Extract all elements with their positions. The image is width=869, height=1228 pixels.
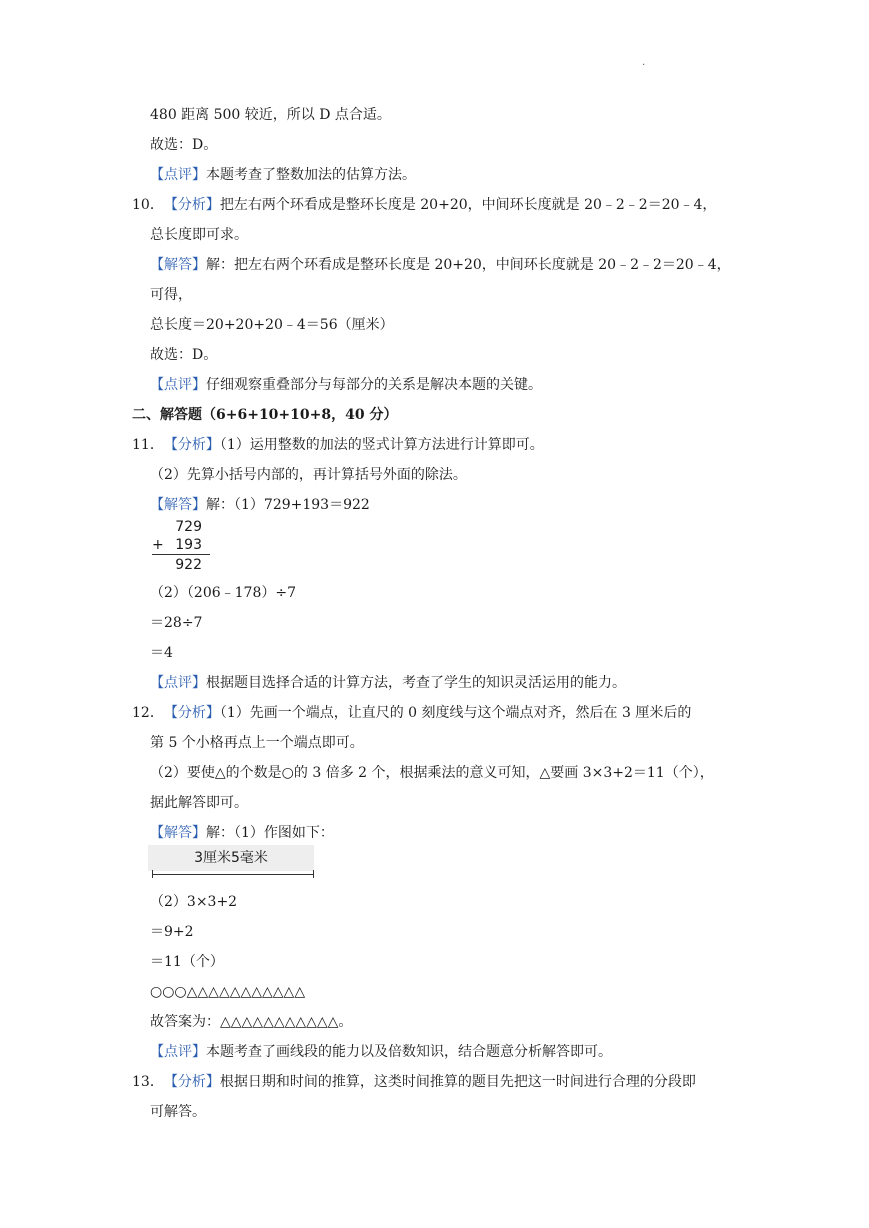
comment-line: [150, 673, 626, 693]
comment-line: [150, 375, 542, 395]
text-line: 故选：D。: [150, 347, 218, 363]
answer-text: 解：（1）作图如下：: [206, 825, 334, 841]
text-line: （2）先算小括号内部的，再计算括号外面的除法。: [150, 467, 467, 483]
question-number: 11．: [132, 437, 164, 453]
question-13-analysis: [132, 1072, 696, 1092]
comment-line: [150, 1042, 612, 1062]
sum-result: 922: [175, 557, 202, 573]
answer-line: [150, 823, 334, 843]
vertical-addition-figure: [150, 516, 216, 572]
comment-line: [150, 165, 416, 185]
text-line: 据此解答即可。: [150, 795, 248, 811]
analysis-text: （1）运用整数的加法的竖式计算方法进行计算即可。: [219, 437, 544, 453]
comment-text: 本题考查了画线段的能力以及倍数知识，结合题意分析解答即可。: [206, 1044, 612, 1060]
comment-tag: 【点评】: [150, 377, 206, 393]
text-line: （2）3×3+2: [150, 894, 238, 910]
text-line: （2）（206﹣178）÷7: [150, 585, 296, 601]
segment-endpoint-left: [152, 870, 153, 878]
comment-text: 仔细观察重叠部分与每部分的关系是解决本题的关键。: [206, 377, 542, 393]
plus-sign: +: [152, 537, 164, 553]
answer-tag: 【解答】: [150, 825, 206, 841]
answer-text: 解：（1）729+193＝922: [206, 497, 370, 513]
comment-tag: 【点评】: [150, 167, 206, 183]
text-line: 故选：D。: [150, 137, 218, 153]
text-line: 总长度即可求。: [150, 227, 248, 243]
segment-endpoint-right: [313, 870, 314, 878]
text-line: 480 距离 500 较近，所以 D 点合适。: [150, 107, 391, 123]
segment-line: [152, 874, 314, 875]
text-line: 可解答。: [150, 1104, 206, 1120]
text-line: ＝4: [150, 645, 173, 661]
analysis-tag: 【分析】: [163, 197, 220, 213]
comment-text: 本题考查了整数加法的估算方法。: [206, 167, 416, 183]
analysis-tag: 【分析】: [163, 705, 220, 721]
text-line: 第 5 个小格再点上一个端点即可。: [150, 735, 364, 751]
shapes-line: ○○○△△△△△△△△△△△: [150, 984, 306, 1000]
question-10-analysis: [132, 195, 716, 215]
answer-tag: 【解答】: [150, 497, 206, 513]
segment-label: 3厘米5毫米: [148, 845, 314, 871]
comment-tag: 【点评】: [150, 1044, 206, 1060]
question-12-analysis: [132, 703, 691, 723]
question-number: 12．: [132, 705, 164, 721]
text-line: 故答案为：△△△△△△△△△△△。: [150, 1014, 353, 1030]
analysis-text: 把左右两个环看成是整环长度是 20+20，中间环长度就是 20﹣2﹣2＝20﹣4，: [219, 197, 717, 213]
answer-line: [150, 255, 731, 275]
answer-text: 解：把左右两个环看成是整环长度是 20+20，中间环长度就是 20﹣2﹣2＝20﹣4，: [206, 257, 731, 273]
sum-line: [152, 554, 210, 555]
analysis-tag: 【分析】: [163, 1074, 220, 1090]
header-dot: .: [642, 57, 646, 68]
text-line: ＝11（个）: [150, 954, 224, 970]
line-segment-figure: [148, 845, 318, 881]
question-11-analysis: [132, 435, 544, 455]
analysis-tag: 【分析】: [163, 437, 220, 453]
comment-text: 根据题目选择合适的计算方法，考查了学生的知识灵活运用的能力。: [206, 675, 626, 691]
question-number: 13．: [132, 1074, 164, 1090]
answer-line: [150, 495, 370, 515]
text-line: 总长度＝20+20+20﹣4＝56（厘米）: [150, 317, 394, 333]
question-number: 10．: [132, 197, 164, 213]
answer-tag: 【解答】: [150, 257, 206, 273]
comment-tag: 【点评】: [150, 675, 206, 691]
text-line: ＝28÷7: [150, 615, 203, 631]
addend-second: 193: [175, 537, 202, 553]
analysis-text: 根据日期和时间的推算，这类时间推算的题目先把这一时间进行合理的分段即: [219, 1074, 696, 1090]
section-heading: 二、解答题（6+6+10+10+8，40 分）: [132, 407, 398, 423]
text-line: （2）要使△的个数是○的 3 倍多 2 个，根据乘法的意义可知，△要画 3×3+2＝11（个），: [150, 765, 714, 781]
text-line: 可得，: [150, 287, 192, 303]
analysis-text: （1）先画一个端点，让直尺的 0 刻度线与这个端点对齐，然后在 3 厘米后的: [219, 705, 692, 721]
text-line: ＝9+2: [150, 924, 194, 940]
addend-top: 729: [175, 519, 202, 535]
